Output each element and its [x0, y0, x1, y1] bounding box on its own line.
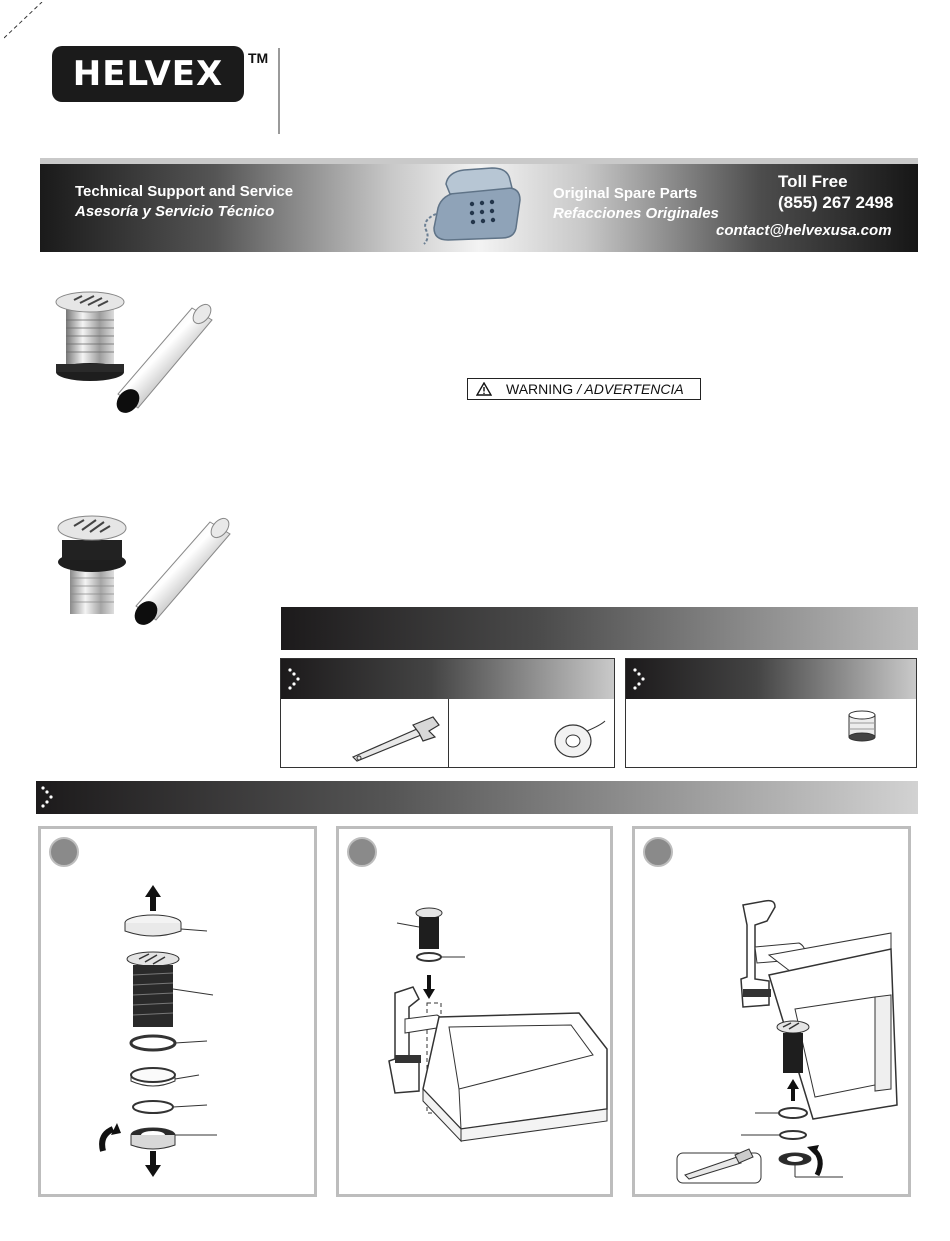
materials-box-header — [626, 659, 916, 699]
spare-parts-block — [553, 184, 719, 224]
header-divider — [278, 48, 280, 134]
step-2-panel — [336, 826, 613, 1197]
warning-text-en: WARNING — [506, 381, 574, 397]
logo-badge — [52, 46, 244, 102]
drain-product-image-1 — [52, 290, 217, 418]
crop-mark-icon — [4, 2, 44, 40]
bullet-dots-icon — [632, 667, 648, 691]
phone-number: (855) 267 2498 — [778, 193, 894, 212]
tools-box-divider — [448, 699, 449, 767]
pipe-wrench-icon — [347, 715, 443, 763]
coupling-nut-icon — [846, 709, 878, 743]
telephone-icon — [416, 158, 528, 246]
parts-label-es: Refacciones Originales — [553, 205, 719, 222]
teflon-tape-icon — [551, 717, 609, 761]
bullet-dots-icon — [287, 667, 303, 691]
contact-email[interactable]: contact@helvexusa.com — [716, 222, 892, 239]
bullet-dots-icon — [40, 785, 56, 809]
installation-section-header — [36, 781, 918, 814]
tools-section-header — [281, 607, 918, 650]
tools-box — [280, 658, 615, 768]
warning-label-box — [467, 378, 701, 400]
warning-text-es: / ADVERTENCIA — [577, 381, 684, 397]
logo-text: HELVEX — [72, 54, 224, 94]
parts-label-en: Original Spare Parts — [553, 185, 698, 202]
helvex-logo — [52, 46, 274, 104]
tools-box-header — [281, 659, 614, 699]
support-label-en: Technical Support and Service — [75, 183, 294, 200]
step-3-drain-tightening-diagram — [635, 829, 908, 1194]
support-label-es: Asesoría y Servicio Técnico — [75, 203, 275, 220]
technical-support-block — [75, 182, 293, 222]
materials-box — [625, 658, 917, 768]
warning-triangle-icon — [476, 382, 492, 396]
tollfree-label: Toll Free — [778, 172, 848, 191]
step-1-panel — [38, 826, 317, 1197]
tollfree-block — [778, 171, 893, 213]
trademark-symbol: TM — [248, 50, 269, 66]
step-1-exploded-drain-diagram — [41, 829, 314, 1194]
step-3-panel — [632, 826, 911, 1197]
step-2-drain-insertion-diagram — [339, 829, 610, 1194]
drain-product-image-2 — [52, 512, 234, 630]
